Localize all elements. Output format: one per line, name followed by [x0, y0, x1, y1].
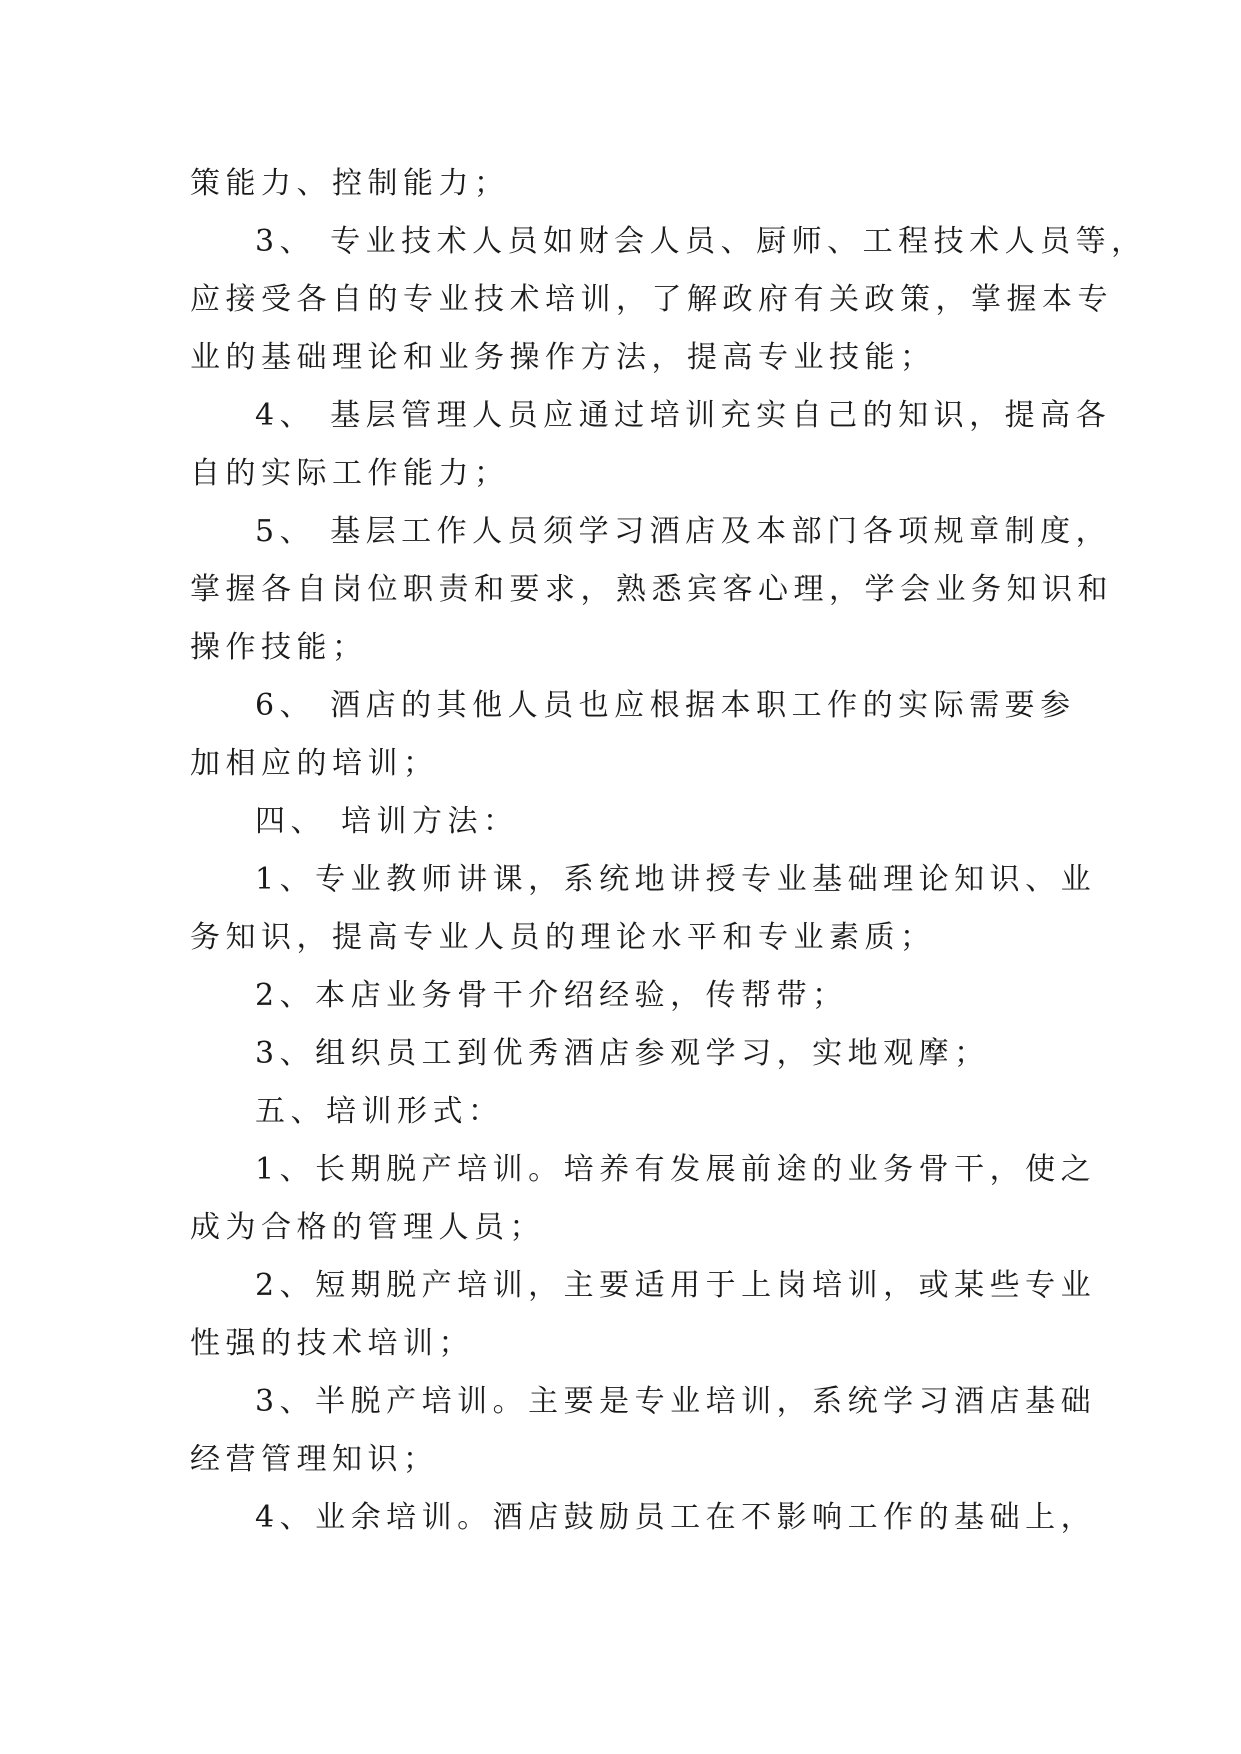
text-line: 4、 基层管理人员应通过培训充实自己的知识，提高各	[255, 398, 1112, 433]
text-line: 经营管理知识；	[190, 1442, 439, 1477]
text-line: 2、本店业务骨干介绍经验，传帮带；	[255, 978, 848, 1013]
text-line: 1、专业教师讲课，系统地讲授专业基础理论知识、业	[255, 862, 1097, 897]
text-line: 掌握各自岗位职责和要求，熟悉宾客心理，学会业务知识和	[190, 572, 1113, 607]
document-body	[190, 155, 1147, 1547]
text-line: 自的实际工作能力；	[190, 456, 510, 491]
text-line: 策能力、控制能力；	[190, 166, 510, 201]
text-line: 加相应的培训；	[190, 746, 439, 781]
text-line: 6、 酒店的其他人员也应根据本职工作的实际需要参	[255, 688, 1076, 723]
text-line: 5、 基层工作人员须学习酒店及本部门各项规章制度，	[255, 514, 1112, 549]
text-line: 3、 专业技术人员如财会人员、厨师、工程技术人员等，	[255, 224, 1147, 259]
text-line: 4、业余培训。酒店鼓励员工在不影响工作的基础上，	[255, 1500, 1097, 1535]
text-line: 操作技能；	[190, 630, 368, 665]
text-line: 应接受各自的专业技术培训，了解政府有关政策，掌握本专	[190, 282, 1113, 317]
section-heading: 四、 培训方法：	[255, 804, 519, 839]
text-line: 成为合格的管理人员；	[190, 1210, 545, 1245]
text-line: 3、组织员工到优秀酒店参观学习，实地观摩；	[255, 1036, 990, 1071]
text-line: 1、长期脱产培训。培养有发展前途的业务骨干，使之	[255, 1152, 1097, 1187]
section-heading: 五、培训形式：	[255, 1094, 504, 1129]
text-line: 性强的技术培训；	[190, 1326, 474, 1361]
text-line: 3、半脱产培训。主要是专业培训，系统学习酒店基础	[255, 1384, 1097, 1419]
text-line: 业的基础理论和业务操作方法，提高专业技能；	[190, 340, 936, 375]
text-line: 2、短期脱产培训，主要适用于上岗培训，或某些专业	[255, 1268, 1097, 1303]
text-line: 务知识，提高专业人员的理论水平和专业素质；	[190, 920, 936, 955]
